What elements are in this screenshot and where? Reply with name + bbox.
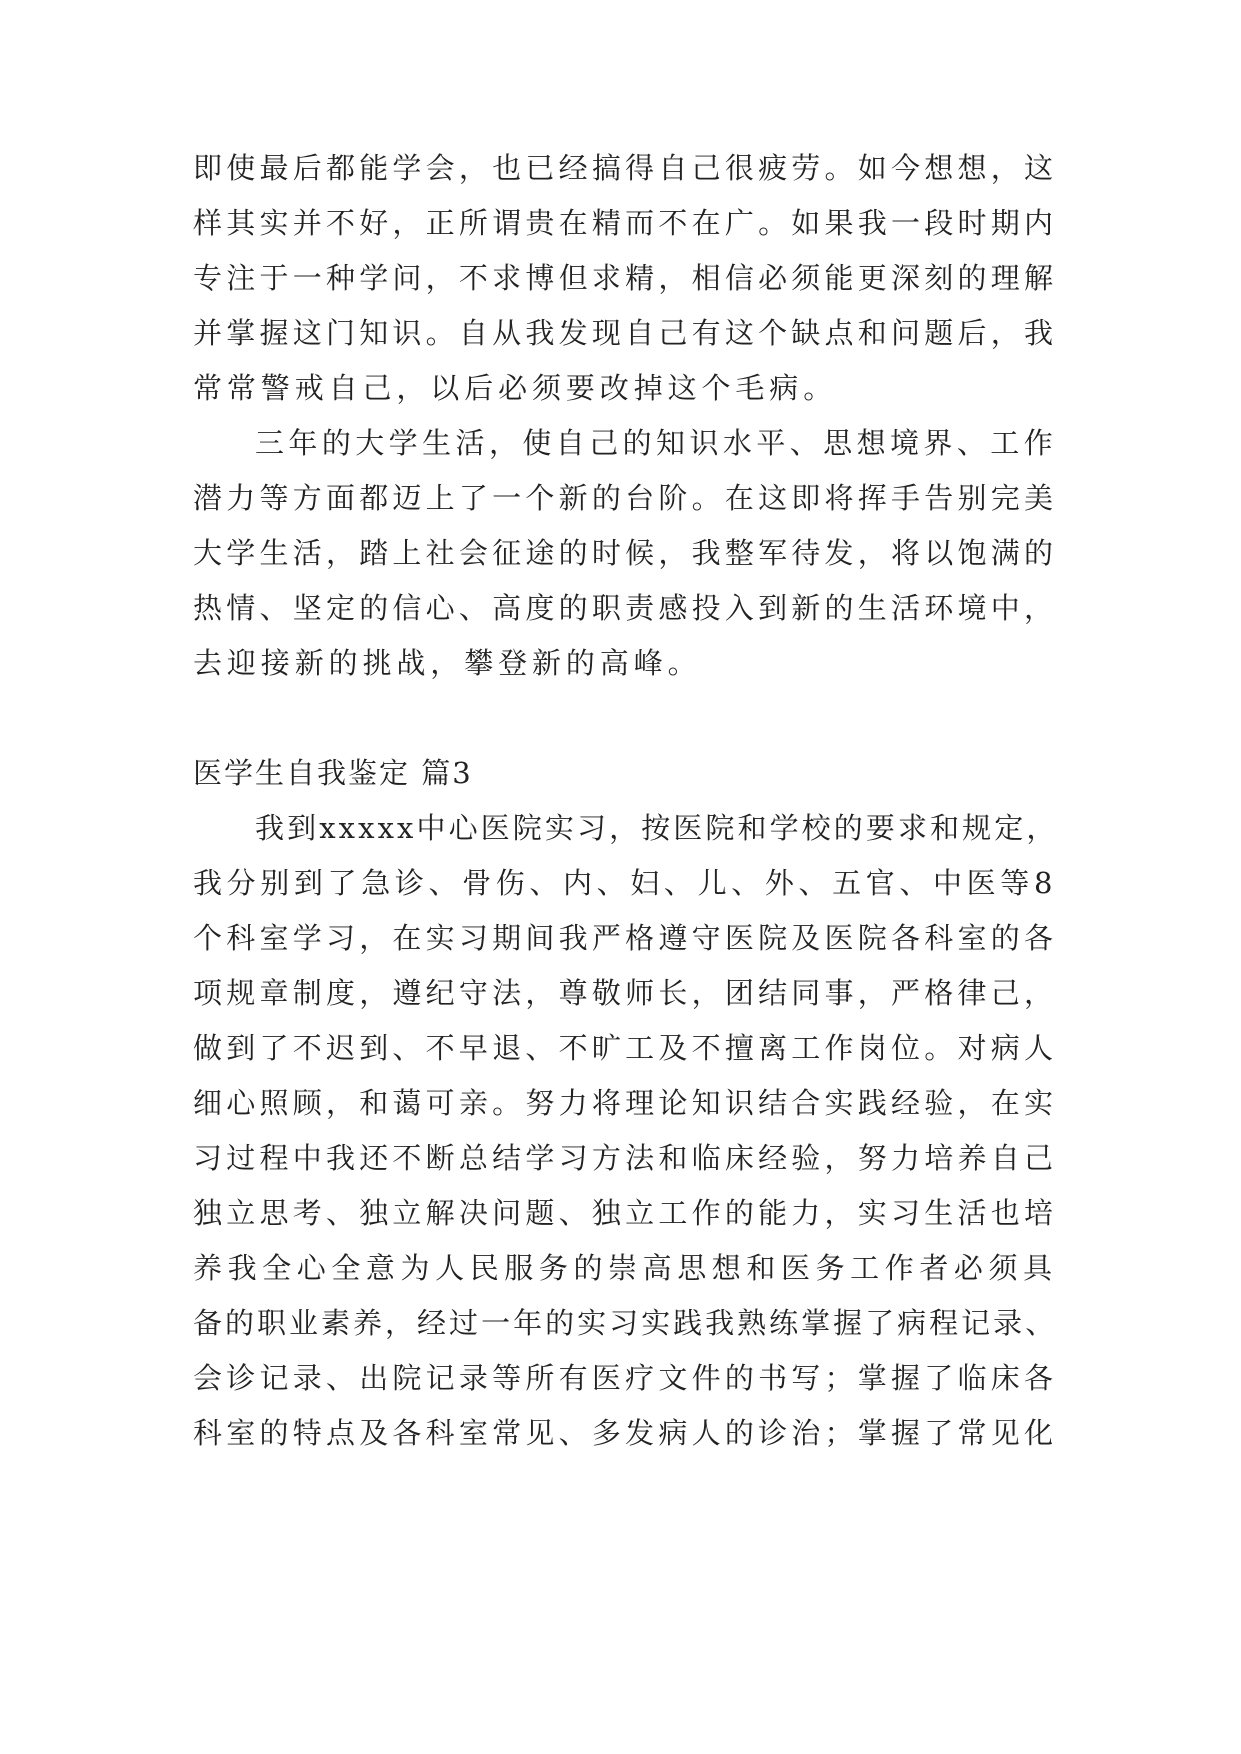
section-heading: 医学生自我鉴定 篇3	[193, 756, 473, 790]
text-line: 样其实并不好，正所谓贵在精而不在广。如果我一段时期内	[193, 206, 1057, 240]
text-line: 即使最后都能学会，也已经搞得自己很疲劳。如今想想，这	[193, 151, 1057, 185]
text-line: 专注于一种学问，不求博但求精，相信必须能更深刻的理解	[193, 261, 1057, 295]
text-line: 热情、坚定的信心、高度的职责感投入到新的生活环境中，	[193, 591, 1057, 625]
text-line: 个科室学习，在实习期间我严格遵守医院及医院各科室的各	[193, 921, 1057, 955]
text-line: 常常警戒自己，以后必须要改掉这个毛病。	[193, 371, 838, 405]
text-line: 三年的大学生活，使自己的知识水平、思想境界、工作	[255, 426, 1057, 460]
text-line: 并掌握这门知识。自从我发现自己有这个缺点和问题后，我	[193, 316, 1057, 350]
text-line: 我分别到了急诊、骨伤、内、妇、儿、外、五官、中医等8	[193, 866, 1057, 900]
text-line: 细心照顾，和蔼可亲。努力将理论知识结合实践经验，在实	[193, 1086, 1057, 1120]
text-line: 习过程中我还不断总结学习方法和临床经验，努力培养自己	[193, 1141, 1057, 1175]
text-line: 做到了不迟到、不早退、不旷工及不擅离工作岗位。对病人	[193, 1031, 1057, 1065]
text-line: 养我全心全意为人民服务的崇高思想和医务工作者必须具	[193, 1251, 1057, 1285]
text-line: 独立思考、独立解决问题、独立工作的能力，实习生活也培	[193, 1196, 1057, 1230]
text-line: 会诊记录、出院记录等所有医疗文件的书写；掌握了临床各	[193, 1361, 1057, 1395]
text-line: 大学生活，踏上社会征途的时候，我整军待发，将以饱满的	[193, 536, 1057, 570]
text-line: 去迎接新的挑战，攀登新的高峰。	[193, 646, 702, 680]
text-line: 我到xxxxx中心医院实习，按医院和学校的要求和规定，	[255, 811, 1059, 845]
text-line: 潜力等方面都迈上了一个新的台阶。在这即将挥手告别完美	[193, 481, 1057, 515]
text-line: 项规章制度，遵纪守法，尊敬师长，团结同事，严格律己，	[193, 976, 1057, 1010]
text-line: 科室的特点及各科室常见、多发病人的诊治；掌握了常见化	[193, 1416, 1057, 1450]
text-line: 备的职业素养，经过一年的实习实践我熟练掌握了病程记录、	[193, 1306, 1057, 1340]
